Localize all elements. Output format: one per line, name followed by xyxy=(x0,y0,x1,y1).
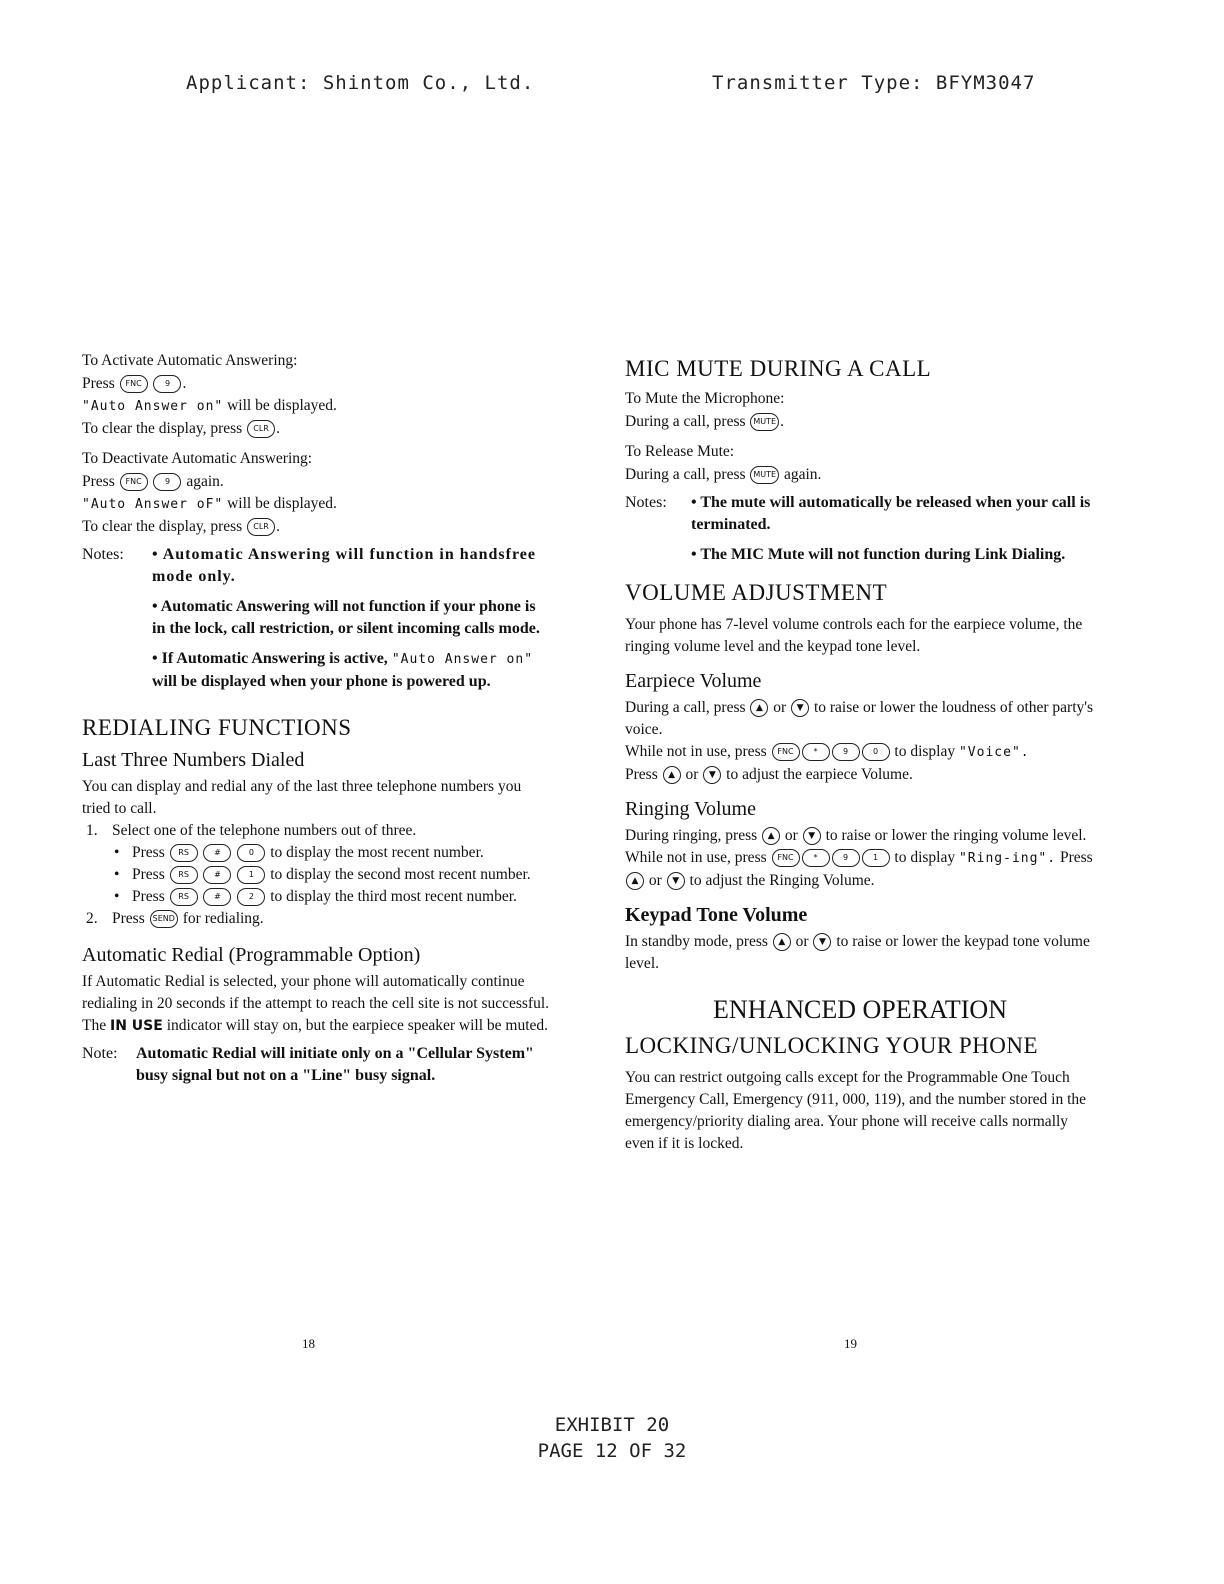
volume-heading: VOLUME ADJUSTMENT xyxy=(625,580,888,605)
down-key-icon: ▼ xyxy=(791,699,809,717)
up-key-icon: ▲ xyxy=(626,872,644,890)
rs-key-icon: RS xyxy=(170,888,198,906)
nine-key-icon: 9 xyxy=(832,743,860,761)
auto-redial-heading: Automatic Redial (Programmable Option) xyxy=(82,944,421,966)
nine-key-icon: 9 xyxy=(832,849,860,867)
list-item: • Press RS # 0 to display the most recent number. xyxy=(114,844,484,861)
volume-text: Your phone has 7-level volume controls each for the earpiece volume, the ringing volume level and the keypad tone level. xyxy=(625,616,1083,655)
activate-display-line: "Auto Answer on" will be displayed. xyxy=(82,397,337,414)
ringing-heading: Ringing Volume xyxy=(625,798,756,820)
deactivate-press-line: Press FNC 9 again. xyxy=(82,473,224,490)
deactivate-title: To Deactivate Automatic Answering: xyxy=(82,450,313,467)
earpiece-text: During a call, press ▲ or ▼ to raise or lower the loudness of other party's voice. While not in use, press FNC * 9 0 to display "Voice". Press ▲ or ▼ to adjust the earpiece Volume. xyxy=(625,699,1094,783)
clr-key-icon: CLR xyxy=(247,518,275,536)
zero-key-icon: 0 xyxy=(862,743,890,761)
right-column xyxy=(625,356,1095,1155)
exhibit-label: EXHIBIT 20 xyxy=(554,1414,670,1436)
applicant-header: Applicant: Shintom Co., Ltd. xyxy=(186,72,535,94)
zero-key-icon: 0 xyxy=(237,844,265,862)
notes-label: Notes: xyxy=(82,546,124,563)
auto-redial-note: Note: Automatic Redial will initiate only on a "Cellular System" busy signal but not on a "Line" busy signal. xyxy=(82,1045,534,1084)
release-title: To Release Mute: xyxy=(625,443,735,460)
two-key-icon: 2 xyxy=(237,888,265,906)
fnc-key-icon: FNC xyxy=(120,375,148,393)
fnc-key-icon: FNC xyxy=(772,849,800,867)
redialing-heading: REDIALING FUNCTIONS xyxy=(82,715,352,740)
up-key-icon: ▲ xyxy=(762,827,780,845)
deactivate-clear-line: To clear the display, press CLR . xyxy=(82,518,280,535)
mute-text: During a call, press MUTE . xyxy=(625,413,784,430)
deactivate-display-line: "Auto Answer oF" will be displayed. xyxy=(82,495,337,512)
mute-key-icon: MUTE xyxy=(750,466,779,484)
hash-key-icon: # xyxy=(203,866,231,884)
rs-key-icon: RS xyxy=(170,866,198,884)
list-item: 2. Press SEND for redialing. xyxy=(86,910,264,927)
up-key-icon: ▲ xyxy=(750,699,768,717)
down-key-icon: ▼ xyxy=(667,872,685,890)
mute-key-icon: MUTE xyxy=(750,413,779,431)
page-number-right: 19 xyxy=(844,1336,857,1351)
note-item: • If Automatic Answering is active, "Auto Answer on" will be displayed when your phone is powered up. xyxy=(152,650,534,690)
clr-key-icon: CLR xyxy=(247,420,275,438)
enhanced-heading: ENHANCED OPERATION xyxy=(713,995,1007,1024)
auto-answer-notes xyxy=(82,544,550,693)
up-key-icon: ▲ xyxy=(663,766,681,784)
page-of-label: PAGE 12 OF 32 xyxy=(537,1440,687,1462)
down-key-icon: ▼ xyxy=(803,827,821,845)
ringing-text: During ringing, press ▲ or ▼ to raise or lower the ringing volume level. While not in use, press FNC * 9 1 to display "Ring-ing". Press ▲ or ▼ to adjust the Ringing Volume. xyxy=(625,827,1093,889)
activate-clear-line: To clear the display, press CLR . xyxy=(82,420,280,437)
lcd-text: "Auto Answer oF" xyxy=(82,497,224,512)
activate-press-line: Press FNC 9 . xyxy=(82,375,187,392)
mic-notes: Notes: • The mute will automatically be released when your call is terminated. • The MIC Mute will not function during Link Dialing. xyxy=(625,494,1091,563)
list-item: • Press RS # 1 to display the second most recent number. xyxy=(114,866,531,883)
hash-key-icon: # xyxy=(203,888,231,906)
mic-mute-heading: MIC MUTE DURING A CALL xyxy=(625,356,932,381)
nine-key-icon: 9 xyxy=(153,473,181,491)
fnc-key-icon: FNC xyxy=(120,473,148,491)
left-column xyxy=(82,352,550,1095)
down-key-icon: ▼ xyxy=(703,766,721,784)
star-key-icon: * xyxy=(802,743,830,761)
hash-key-icon: # xyxy=(203,844,231,862)
one-key-icon: 1 xyxy=(237,866,265,884)
auto-redial-text: If Automatic Redial is selected, your phone will automatically continue redialing in 20 seconds if the attempt to reach the cell site is not successful. The IN USE indicator will stay on, but the earpiece speaker will be muted. xyxy=(82,973,550,1034)
note-item: • Automatic Answering will not function if your phone is in the lock, call restriction, or silent incoming calls mode. xyxy=(152,598,540,637)
send-key-icon: SEND xyxy=(150,910,178,928)
star-key-icon: * xyxy=(802,849,830,867)
transmitter-header: Transmitter Type: BFYM3047 xyxy=(712,72,1036,94)
nine-key-icon: 9 xyxy=(153,375,181,393)
locking-text: You can restrict outgoing calls except for the Programmable One Touch Emergency Call, Emergency (911, 000, 119), and the number stored in the emergency/priority dialing area. Your phone will receive calls normally even if it is locked. xyxy=(625,1069,1087,1152)
up-key-icon: ▲ xyxy=(773,933,791,951)
earpiece-heading: Earpiece Volume xyxy=(625,670,762,692)
release-text: During a call, press MUTE again. xyxy=(625,466,822,483)
note-item: • Automatic Answering will function in handsfree mode only. xyxy=(152,546,536,585)
one-key-icon: 1 xyxy=(862,849,890,867)
fnc-key-icon: FNC xyxy=(772,743,800,761)
rs-key-icon: RS xyxy=(170,844,198,862)
list-item: 1. Select one of the telephone numbers out of three. xyxy=(86,822,417,839)
list-item: • Press RS # 2 to display the third most recent number. xyxy=(114,888,517,905)
lcd-text: "Auto Answer on" xyxy=(82,399,224,414)
down-key-icon: ▼ xyxy=(813,933,831,951)
redial-steps xyxy=(82,820,550,930)
page-number-left: 18 xyxy=(302,1336,315,1351)
keypad-heading: Keypad Tone Volume xyxy=(625,904,808,926)
keypad-text: In standby mode, press ▲ or ▼ to raise or lower the keypad tone volume level. xyxy=(625,933,1090,972)
mute-title: To Mute the Microphone: xyxy=(625,390,785,407)
last-three-text: You can display and redial any of the last three telephone numbers you tried to call. xyxy=(82,778,522,817)
last-three-heading: Last Three Numbers Dialed xyxy=(82,749,305,771)
exhibit-footer xyxy=(0,1412,1224,1464)
activate-title: To Activate Automatic Answering: xyxy=(82,352,298,369)
locking-heading: LOCKING/UNLOCKING YOUR PHONE xyxy=(625,1033,1039,1058)
